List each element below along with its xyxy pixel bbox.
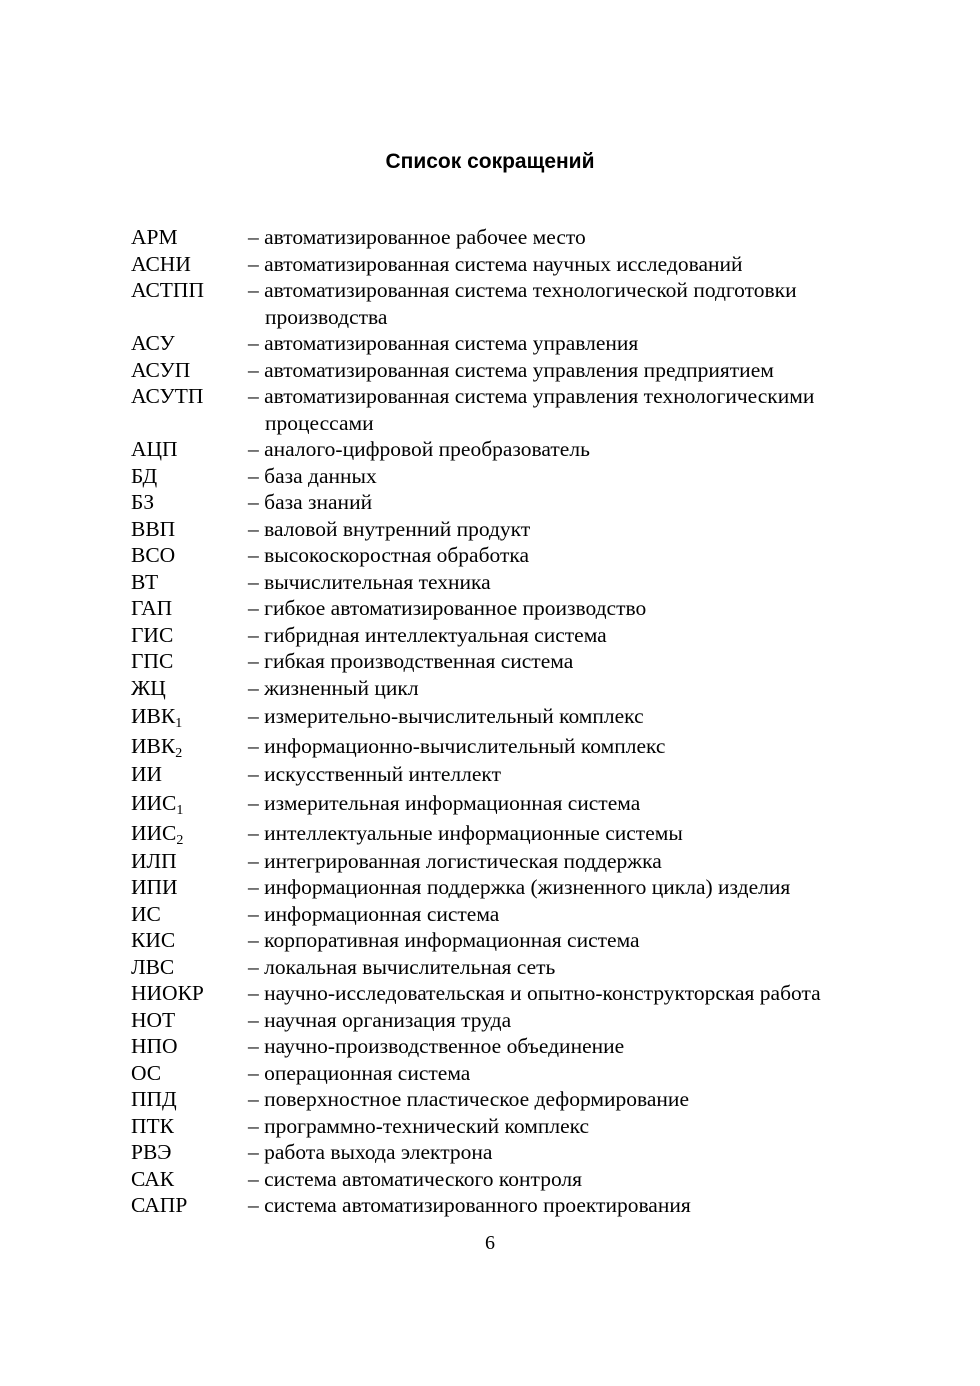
abbreviation-row: [131, 927, 911, 954]
abbreviation-row: [131, 1033, 911, 1060]
abbreviation-text: ИИС: [131, 790, 177, 815]
abbreviation-term: [131, 436, 248, 463]
abbreviation-text: САПР: [131, 1193, 188, 1217]
abbreviation-term: [131, 622, 248, 649]
abbreviation-row: [131, 277, 911, 330]
abbreviation-term: [131, 277, 248, 330]
abbreviation-definition: – измерительная информационная система: [248, 790, 641, 815]
abbreviation-term: [131, 489, 248, 516]
abbreviation-text: АСТПП: [131, 278, 204, 302]
abbreviation-text: АРМ: [131, 225, 178, 249]
abbreviation-term: [131, 463, 248, 490]
abbreviation-text: ЖЦ: [131, 675, 166, 700]
abbreviation-definition: – гибкая производственная система: [248, 649, 574, 673]
abbreviation-text: ИВК: [131, 734, 176, 758]
page-title: Список сокращений: [385, 150, 595, 173]
abbreviation-row: [131, 569, 911, 596]
abbreviation-row: [131, 731, 911, 761]
abbreviation-list: [131, 224, 911, 1219]
abbreviation-text: БД: [131, 463, 158, 488]
abbreviation-definition: – валовой внутренний продукт: [248, 516, 531, 541]
abbreviation-text: АСУП: [131, 357, 191, 382]
abbreviation-term: [131, 516, 248, 543]
abbreviation-row: [131, 848, 911, 875]
abbreviation-row: [131, 463, 911, 490]
abbreviation-text: АСУТП: [131, 384, 204, 408]
abbreviation-text: ЛВС: [131, 954, 175, 979]
abbreviation-text: ВТ: [131, 569, 159, 594]
abbreviation-definition: – гибридная интеллектуальная система: [248, 622, 607, 647]
abbreviation-term: [131, 788, 248, 818]
abbreviation-row: [131, 818, 911, 848]
abbreviation-row: [131, 901, 911, 928]
abbreviation-definition: – научно-исследовательская и опытно-конструкторская работа: [248, 981, 821, 1005]
abbreviation-term: [131, 954, 248, 981]
abbreviation-text: ИПИ: [131, 875, 178, 899]
abbreviation-row: [131, 874, 911, 901]
abbreviation-term: [131, 569, 248, 596]
abbreviation-row: [131, 516, 911, 543]
abbreviation-row: [131, 675, 911, 702]
abbreviation-definition: – высокоскоростная обработка: [248, 543, 530, 567]
abbreviation-term: [131, 1033, 248, 1060]
abbreviation-row: [131, 701, 911, 731]
abbreviation-text: РВЭ: [131, 1140, 172, 1164]
abbreviation-row: [131, 357, 911, 384]
abbreviation-text: ВВП: [131, 516, 176, 541]
abbreviation-definition: – автоматизированная система технологической подготовки производства: [248, 278, 797, 329]
abbreviation-definition: – научно-производственное объединение: [248, 1034, 625, 1058]
abbreviation-term: [131, 1139, 248, 1166]
abbreviation-text: ОС: [131, 1060, 162, 1085]
abbreviation-term: [131, 1113, 248, 1140]
abbreviation-text: ИИС: [131, 820, 177, 845]
abbreviation-text: ГИС: [131, 622, 174, 647]
abbreviation-definition: – локальная вычислительная сеть: [248, 954, 556, 979]
abbreviation-row: [131, 788, 911, 818]
abbreviation-term: [131, 731, 248, 761]
abbreviation-definition: – измерительно-вычислительный комплекс: [248, 704, 644, 728]
abbreviation-row: [131, 1007, 911, 1034]
abbreviation-row: [131, 1166, 911, 1193]
abbreviation-subscript: 1: [176, 802, 184, 818]
abbreviation-row: [131, 1086, 911, 1113]
abbreviation-definition: – операционная система: [248, 1060, 471, 1085]
abbreviation-definition: – научная организация труда: [248, 1007, 512, 1032]
abbreviation-term: [131, 927, 248, 954]
abbreviation-text: ГПС: [131, 649, 174, 673]
abbreviation-text: АЦП: [131, 437, 178, 461]
abbreviation-definition: – автоматизированная система управления технологическими процессами: [248, 384, 815, 435]
abbreviation-text: АСНИ: [131, 251, 191, 276]
abbreviation-term: [131, 357, 248, 384]
abbreviation-term: [131, 542, 248, 569]
abbreviation-definition: – система автоматического контроля: [248, 1166, 583, 1191]
abbreviation-definition: – гибкое автоматизированное производство: [248, 596, 647, 620]
abbreviation-definition: – искусственный интеллект: [248, 762, 501, 786]
abbreviation-definition: – автоматизированная система управления предприятием: [248, 357, 774, 382]
abbreviation-term: [131, 701, 248, 731]
abbreviation-row: [131, 383, 911, 436]
abbreviation-definition: – информационная система: [248, 901, 500, 926]
abbreviation-term: [131, 648, 248, 675]
abbreviation-definition: – корпоративная информационная система: [248, 928, 640, 952]
abbreviation-subscript: 2: [175, 746, 183, 761]
abbreviation-definition: – автоматизированная система научных исследований: [248, 251, 743, 276]
abbreviation-definition: – поверхностное пластическое деформирование: [248, 1087, 689, 1111]
abbreviation-term: [131, 848, 248, 875]
abbreviation-definition: – автоматизированное рабочее место: [248, 225, 586, 249]
abbreviation-definition: – работа выхода электрона: [248, 1140, 493, 1164]
abbreviation-row: [131, 1060, 911, 1087]
abbreviation-definition: – интеллектуальные информационные системы: [248, 820, 683, 845]
abbreviation-row: [131, 251, 911, 278]
abbreviation-term: [131, 901, 248, 928]
abbreviation-text: ИВК: [131, 704, 176, 728]
abbreviation-text: КИС: [131, 928, 176, 952]
abbreviation-term: [131, 595, 248, 622]
abbreviation-subscript: 1: [175, 716, 183, 731]
abbreviation-row: [131, 542, 911, 569]
abbreviation-text: АСУ: [131, 331, 175, 355]
abbreviation-definition: – программно-технический комплекс: [248, 1113, 590, 1138]
abbreviation-text: САК: [131, 1166, 175, 1191]
abbreviation-definition: – информационная поддержка (жизненного цикла) изделия: [248, 875, 791, 899]
abbreviation-term: [131, 675, 248, 702]
abbreviation-term: [131, 818, 248, 848]
abbreviation-term: [131, 761, 248, 788]
abbreviation-row: [131, 595, 911, 622]
abbreviation-definition: – жизненный цикл: [248, 675, 419, 700]
page-number: 6: [485, 1232, 495, 1254]
abbreviation-term: [131, 383, 248, 436]
abbreviation-term: [131, 1007, 248, 1034]
abbreviation-definition: – информационно-вычислительный комплекс: [248, 734, 666, 758]
abbreviation-row: [131, 980, 911, 1007]
abbreviation-term: [131, 1166, 248, 1193]
abbreviation-text: БЗ: [131, 490, 155, 514]
abbreviation-text: ВСО: [131, 543, 176, 567]
abbreviation-term: [131, 980, 248, 1007]
abbreviation-row: [131, 436, 911, 463]
abbreviation-term: [131, 1192, 248, 1219]
abbreviation-subscript: 2: [176, 832, 184, 848]
abbreviation-term: [131, 874, 248, 901]
abbreviation-text: ИИ: [131, 762, 163, 786]
abbreviation-row: [131, 489, 911, 516]
abbreviation-row: [131, 1192, 911, 1219]
abbreviation-text: ГАП: [131, 596, 173, 620]
abbreviation-term: [131, 224, 248, 251]
abbreviation-term: [131, 330, 248, 357]
abbreviation-term: [131, 1086, 248, 1113]
abbreviation-text: ИС: [131, 901, 161, 926]
abbreviation-row: [131, 1139, 911, 1166]
abbreviation-definition: – база данных: [248, 463, 377, 488]
abbreviation-text: НОТ: [131, 1007, 176, 1032]
abbreviation-row: [131, 761, 911, 788]
abbreviation-text: ПТК: [131, 1113, 174, 1138]
abbreviation-term: [131, 251, 248, 278]
abbreviation-text: ППД: [131, 1087, 177, 1111]
abbreviation-row: [131, 954, 911, 981]
abbreviation-row: [131, 1113, 911, 1140]
abbreviation-term: [131, 1060, 248, 1087]
abbreviation-row: [131, 622, 911, 649]
abbreviation-text: НИОКР: [131, 981, 204, 1005]
abbreviation-text: НПО: [131, 1034, 178, 1058]
abbreviation-text: ИЛП: [131, 848, 177, 873]
abbreviation-row: [131, 224, 911, 251]
abbreviation-definition: – аналого-цифровой преобразователь: [248, 437, 590, 461]
abbreviation-definition: – интегрированная логистическая поддержка: [248, 848, 662, 873]
abbreviation-definition: – система автоматизированного проектирования: [248, 1193, 691, 1217]
abbreviation-row: [131, 648, 911, 675]
abbreviation-definition: – база знаний: [248, 490, 373, 514]
abbreviation-definition: – вычислительная техника: [248, 569, 491, 594]
abbreviation-row: [131, 330, 911, 357]
abbreviation-definition: – автоматизированная система управления: [248, 331, 639, 355]
